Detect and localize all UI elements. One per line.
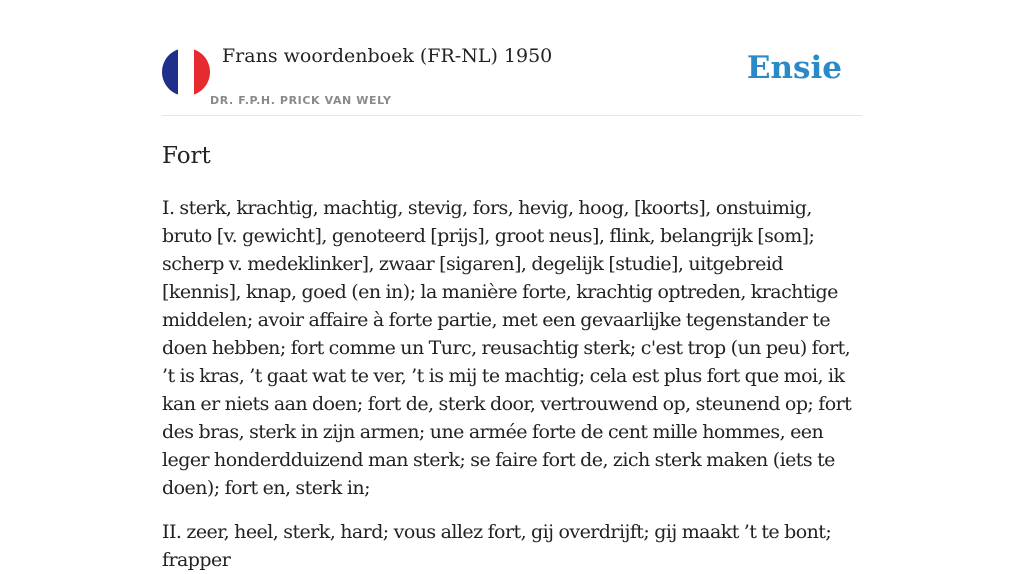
page	[162, 0, 862, 574]
brand-logo[interactable]: Ensie	[746, 50, 842, 86]
book-author[interactable]: DR. F.P.H. PRICK VAN WELY	[210, 94, 392, 107]
entry-sense-1: I. sterk, krachtig, machtig, stevig, fors, hevig, hoog, [koorts], onstuimig, bruto [v. gewicht], genoteerd [prijs], groot neus], flink, belangrijk [som]; scherp v. medeklinker], zwaar [sigaren], degelijk [studie], uitgebreid [kennis], knap, goed (en in); la manière forte, krachtig optreden, krachtige middelen; avoir affaire à forte partie, met een gevaarlijke tegenstander te doen hebben; fort comme un Turc, reusachtig sterk; c'est trop (un peu) fort, ’t is kras, ’t gaat wat te ver, ’t is mij te machtig; cela est plus fort que moi, ik kan er niets aan doen; fort de, sterk door, vertrouwend op, steunend op; fort des bras, sterk in zijn armen; une armée forte de cent mille hommes, een leger honderdduizend man sterk; se faire fort de, zich sterk maken (iets te doen); fort en, sterk in;	[162, 197, 852, 499]
flag-graphic	[162, 48, 210, 96]
entry-sense-2: II. zeer, heel, sterk, hard; vous allez fort, gij overdrijft; gij maakt ’t te bont; frapper	[162, 521, 832, 571]
dictionary-entry	[162, 140, 862, 574]
france-flag-icon	[162, 48, 210, 96]
entry-headword: Fort	[162, 143, 211, 169]
book-title[interactable]: Frans woordenboek (FR-NL) 1950	[222, 45, 553, 67]
dictionary-header	[162, 0, 862, 116]
